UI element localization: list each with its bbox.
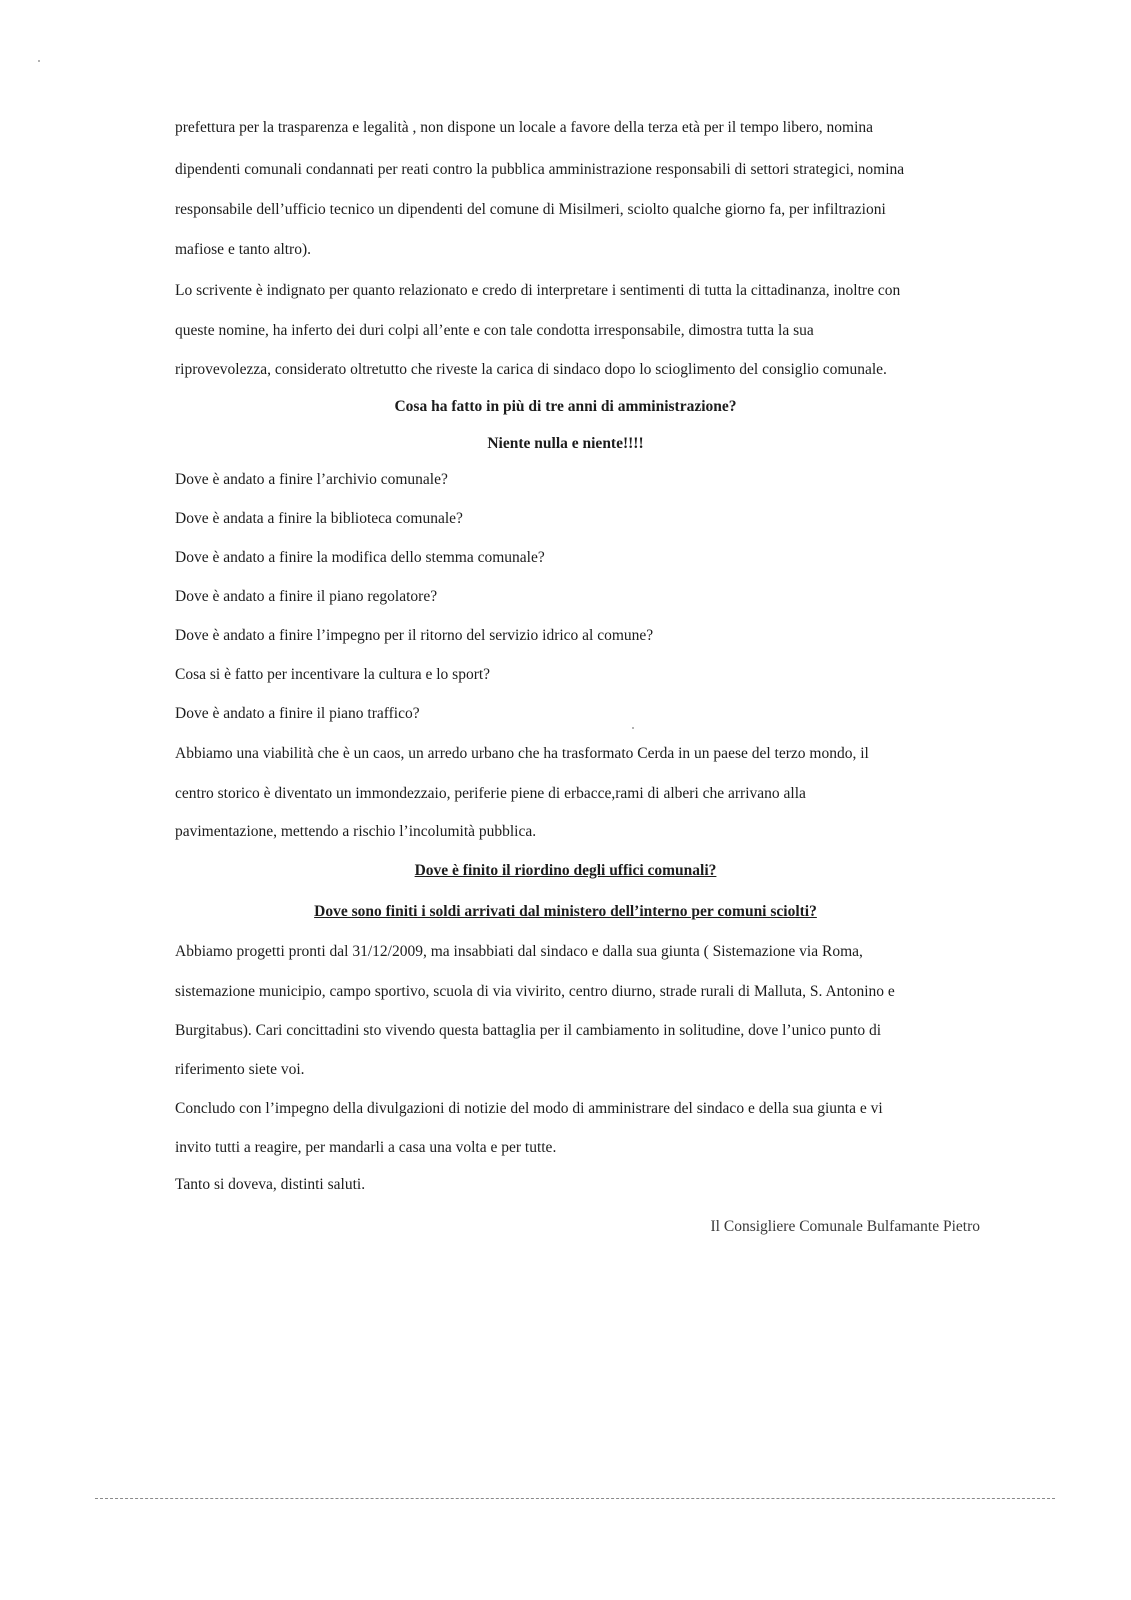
scan-speck: [632, 727, 634, 729]
bottom-rule: [95, 1498, 1055, 1499]
paragraph-1-line-4: mafiose e tanto altro).: [175, 241, 312, 258]
heading-uffici-comunali: Dove è finito il riordino degli uffici comunali?: [414, 862, 717, 879]
paragraph-3-line-3: pavimentazione, mettendo a rischio l’incolumità pubblica.: [175, 823, 537, 840]
paragraph-1-line-1: prefettura per la trasparenza e legalità , non dispone un locale a favore della terza età per il tempo libero, nomina: [175, 119, 874, 136]
paragraph-2-line-1: Lo scrivente è indignato per quanto relazionato e credo di interpretare i sentimenti di tutta la cittadinanza, inoltre con: [175, 282, 901, 299]
closing-line: Tanto si doveva, distinti saluti.: [175, 1176, 366, 1193]
paragraph-5-line-1: Concludo con l’impegno della divulgazioni di notizie del modo di amministrare del sindaco e della sua giunta e vi: [175, 1100, 883, 1117]
question-servizio-idrico: Dove è andato a finire l’impegno per il ritorno del servizio idrico al comune?: [175, 627, 654, 644]
signature: Il Consigliere Comunale Bulfamante Pietro: [710, 1218, 980, 1235]
paragraph-2-line-3: riprovevolezza, considerato oltretutto che riveste la carica di sindaco dopo lo scioglimento del consiglio comunale.: [175, 361, 887, 378]
paragraph-4-line-4: riferimento siete voi.: [175, 1061, 305, 1078]
paragraph-2-line-2: queste nomine, ha inferto dei duri colpi all’ente e con tale condotta irresponsabile, dimostra tutta la sua: [175, 322, 814, 339]
question-archivio: Dove è andato a finire l’archivio comunale?: [175, 471, 448, 488]
paragraph-1-line-2: dipendenti comunali condannati per reati contro la pubblica amministrazione responsabili di settori strategici, nomina: [175, 161, 905, 178]
paragraph-4-line-1: Abbiamo progetti pronti dal 31/12/2009, ma insabbiati dal sindaco e dalla sua giunta ( Sistemazione via Roma,: [175, 943, 863, 960]
paragraph-3-line-2: centro storico è diventato un immondezzaio, periferie piene di erbacce,rami di alberi che arrivano alla: [175, 785, 806, 802]
paragraph-5-line-2: invito tutti a reagire, per mandarli a casa una volta e per tutte.: [175, 1139, 557, 1156]
question-stemma: Dove è andato a finire la modifica dello stemma comunale?: [175, 549, 545, 566]
heading-soldi-ministero: Dove sono finiti i soldi arrivati dal ministero dell’interno per comuni sciolti?: [314, 903, 817, 920]
question-piano-regolatore: Dove è andato a finire il piano regolatore?: [175, 588, 438, 605]
paragraph-4-line-2: sistemazione municipio, campo sportivo, scuola di via vivirito, centro diurno, strade rurali di Malluta, S. Antonino e: [175, 983, 895, 1000]
heading-nothing: Niente nulla e niente!!!!: [487, 435, 644, 452]
question-piano-traffico: Dove è andato a finire il piano traffico?: [175, 705, 420, 722]
paragraph-4-line-3: Burgitabus). Cari concittadini sto vivendo questa battaglia per il cambiamento in solitudine, dove l’unico punto di: [175, 1022, 882, 1039]
scan-speck: [38, 60, 40, 62]
question-biblioteca: Dove è andata a finire la biblioteca comunale?: [175, 510, 463, 527]
question-cultura-sport: Cosa si è fatto per incentivare la cultura e lo sport?: [175, 666, 491, 683]
paragraph-1-line-3: responsabile dell’ufficio tecnico un dipendenti del comune di Misilmeri, sciolto qualche giorno fa, per infiltrazioni: [175, 201, 886, 218]
heading-three-years: Cosa ha fatto in più di tre anni di amministrazione?: [394, 398, 737, 415]
paragraph-3-line-1: Abbiamo una viabilità che è un caos, un arredo urbano che ha trasformato Cerda in un paese del terzo mondo, il: [175, 745, 869, 762]
